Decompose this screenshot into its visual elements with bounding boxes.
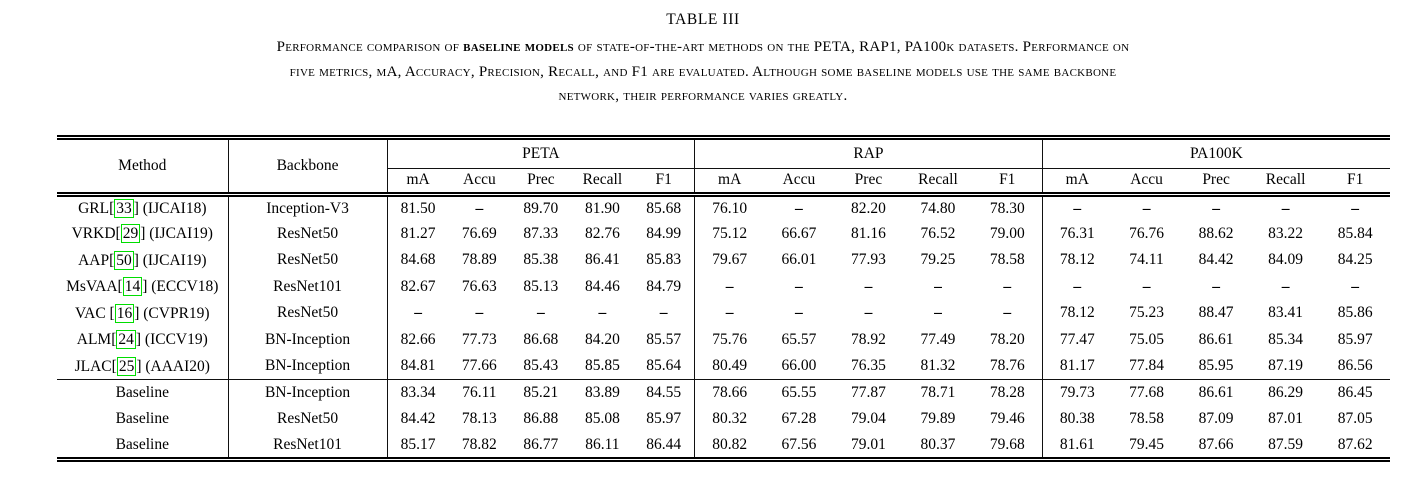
value-cell-rap: – (725, 304, 734, 322)
metric-header-peta-recall: Recall (572, 168, 634, 194)
value-cell-pa100k: 79.73 (1042, 380, 1112, 407)
method-cell: Baseline (57, 380, 228, 407)
metric-header-peta-accu: Accu (449, 168, 511, 194)
metric-header-peta-f1: F1 (633, 168, 695, 194)
caption-line1-pre: Performance comparison of (276, 39, 464, 55)
value-cell-pa100k: 85.34 (1268, 330, 1304, 348)
metric-header-rap-ma: mA (695, 168, 765, 194)
col-header-backbone: Backbone (228, 137, 387, 194)
table-row (57, 327, 1390, 354)
value-cell-pa100k: – (1212, 277, 1220, 295)
method-cell: JLAC[ 25 ] (AAAI20) (57, 353, 228, 380)
value-cell-pa100k: 87.19 (1268, 357, 1304, 374)
value-cell-peta: 76.69 (461, 224, 497, 242)
value-cell-rap: 67.28 (781, 410, 817, 428)
value-cell-peta: 86.41 (584, 251, 620, 269)
value-cell-rap: – (973, 274, 1043, 301)
value-cell-rap: 76.10 (712, 199, 748, 217)
metric-header-rap-accu: Accu (764, 168, 834, 194)
value-cell-pa100k: 81.61 (1059, 435, 1095, 453)
value-cell-peta: – (475, 304, 484, 322)
table-row (57, 433, 1390, 460)
value-cell-pa100k: – (1073, 199, 1082, 217)
caption-bold-phrase: baseline models (463, 39, 574, 55)
table-row (57, 300, 1390, 327)
value-cell-pa100k: 74.11 (1129, 251, 1164, 269)
value-cell-rap: – (934, 277, 942, 295)
citation-link[interactable]: 50 (116, 251, 132, 269)
table-row (57, 221, 1390, 248)
metric-header-pa100k-ma: mA (1042, 168, 1112, 194)
value-cell-pa100k: 87.66 (1198, 435, 1234, 453)
value-cell-peta: 82.76 (584, 224, 620, 242)
backbone-cell: Inception-V3 (228, 194, 387, 221)
value-cell-rap: 78.28 (973, 380, 1043, 407)
value-cell-peta: 85.38 (523, 251, 559, 269)
backbone-cell: ResNet101 (228, 274, 387, 301)
value-cell-rap: – (864, 304, 873, 322)
value-cell-rap: – (934, 304, 942, 322)
value-cell-pa100k: 85.97 (1337, 330, 1373, 348)
value-cell-pa100k: – (1281, 277, 1290, 295)
value-cell-peta: 84.46 (584, 277, 620, 295)
value-cell-rap: 81.32 (920, 357, 956, 374)
value-cell-peta: 87.33 (523, 224, 559, 242)
group-header-peta: PETA (387, 137, 695, 168)
value-cell-rap: 76.52 (920, 224, 956, 242)
value-cell-peta: – (475, 199, 484, 217)
citation-link[interactable]: 25 (118, 357, 135, 375)
value-cell-peta: 84.79 (633, 274, 695, 301)
value-cell-pa100k: 88.47 (1198, 304, 1234, 322)
backbone-cell: ResNet50 (228, 221, 387, 248)
value-cell-rap: 80.49 (712, 357, 748, 374)
value-cell-peta: 78.89 (461, 251, 497, 269)
value-cell-rap: 79.67 (712, 251, 748, 269)
value-cell-pa100k: 84.09 (1268, 251, 1304, 269)
value-cell-peta: 82.66 (400, 330, 436, 348)
value-cell-peta: 76.63 (461, 277, 497, 295)
table-row (57, 247, 1390, 274)
method-cell: AAP[ 50 ] (IJCAI19) (57, 247, 228, 274)
value-cell-peta: – (633, 300, 695, 327)
header-row-groups (57, 137, 1390, 168)
value-cell-pa100k: 87.59 (1268, 435, 1304, 453)
value-cell-pa100k: 83.22 (1268, 224, 1304, 242)
value-cell-pa100k: 86.45 (1320, 380, 1390, 407)
value-cell-peta: 82.67 (400, 277, 436, 295)
value-cell-pa100k: 76.31 (1059, 224, 1095, 242)
value-cell-rap: 74.80 (920, 199, 956, 217)
method-cell: VRKD[ 29 ] (IJCAI19) (57, 221, 228, 248)
value-cell-peta: 85.85 (584, 357, 620, 374)
metric-header-rap-prec: Prec (834, 168, 904, 194)
value-cell-peta: 84.81 (400, 357, 436, 374)
citation-link[interactable]: 33 (116, 200, 132, 217)
value-cell-pa100k: 87.62 (1337, 435, 1373, 453)
value-cell-rap: 66.00 (781, 357, 817, 374)
value-cell-rap: 77.93 (851, 251, 886, 269)
value-cell-rap: 81.16 (851, 224, 886, 242)
value-cell-rap: – (725, 277, 734, 295)
value-cell-pa100k: – (1142, 277, 1151, 295)
value-cell-peta: 85.83 (633, 247, 695, 274)
value-cell-rap: 79.01 (851, 435, 886, 453)
metric-header-rap-f1: F1 (973, 168, 1043, 194)
value-cell-peta: 81.50 (400, 199, 436, 217)
value-cell-rap: – (864, 277, 873, 295)
value-cell-pa100k: 80.38 (1059, 410, 1095, 428)
value-cell-rap: 66.01 (781, 251, 817, 269)
value-cell-pa100k: 84.25 (1337, 251, 1373, 269)
value-cell-peta: 86.77 (523, 435, 559, 453)
value-cell-peta: 86.44 (633, 433, 695, 460)
method-cell: GRL[ 33 ] (IJCAI18) (57, 194, 228, 221)
value-cell-peta: 86.68 (523, 330, 559, 348)
value-cell-rap: 77.87 (834, 380, 904, 407)
value-cell-peta: 76.11 (449, 380, 511, 407)
value-cell-peta: 78.13 (461, 410, 497, 428)
value-cell-rap: 78.66 (695, 380, 765, 407)
caption-line2: five metrics, mA, Accuracy, Precision, Recall, and F1 are evaluated. Although some baseline models use the same backbone (289, 63, 1117, 80)
value-cell-rap: 77.49 (920, 330, 956, 348)
backbone-cell: BN-Inception (228, 380, 387, 407)
table-row (57, 274, 1390, 301)
value-cell-rap: – (795, 199, 803, 217)
value-cell-pa100k: 86.61 (1198, 330, 1234, 348)
value-cell-peta: 85.57 (633, 327, 695, 354)
value-cell-pa100k: – (1351, 199, 1360, 217)
group-header-rap: RAP (695, 137, 1043, 168)
metric-header-pa100k-prec: Prec (1181, 168, 1251, 194)
value-cell-peta: 77.66 (461, 357, 497, 374)
value-cell-rap: 80.37 (920, 435, 956, 453)
value-cell-pa100k: 78.12 (1059, 304, 1095, 322)
value-cell-peta: 84.68 (400, 251, 436, 269)
backbone-cell: ResNet101 (228, 433, 387, 460)
value-cell-pa100k: 85.95 (1198, 357, 1234, 374)
value-cell-rap: 65.57 (781, 330, 817, 348)
value-cell-peta: 83.89 (572, 380, 634, 407)
value-cell-pa100k: 86.29 (1251, 380, 1321, 407)
value-cell-rap: 79.68 (973, 433, 1043, 460)
results-table (57, 135, 1390, 462)
value-cell-pa100k: – (1281, 199, 1290, 217)
value-cell-pa100k: 87.09 (1198, 410, 1234, 428)
backbone-cell: ResNet50 (228, 406, 387, 433)
value-cell-rap: – (973, 300, 1043, 327)
paper-table-page (0, 11, 1406, 462)
value-cell-rap: 78.92 (851, 330, 886, 348)
metric-header-pa100k-f1: F1 (1320, 168, 1390, 194)
value-cell-peta: 85.97 (633, 406, 695, 433)
table-row (57, 194, 1390, 221)
value-cell-peta: 85.17 (400, 435, 436, 453)
value-cell-peta: – (536, 304, 545, 322)
value-cell-peta: 84.99 (633, 221, 695, 248)
value-cell-peta: 83.34 (387, 380, 449, 407)
value-cell-peta: 77.73 (461, 330, 497, 348)
table-row (57, 353, 1390, 380)
caption-line1-post: of state-of-the-art methods on the PETA, RAP1, PA100k datasets. Performance on (573, 39, 1130, 55)
value-cell-peta: 85.68 (633, 194, 695, 221)
value-cell-pa100k: 85.84 (1337, 224, 1373, 242)
value-cell-peta: 85.08 (584, 410, 620, 428)
value-cell-pa100k: 87.05 (1337, 410, 1373, 428)
value-cell-pa100k: 77.47 (1059, 330, 1095, 348)
value-cell-peta: 89.70 (523, 199, 559, 217)
value-cell-rap: 65.55 (764, 380, 834, 407)
value-cell-rap: – (795, 277, 803, 295)
value-cell-rap: 75.12 (712, 224, 748, 242)
value-cell-rap: 80.32 (712, 410, 748, 428)
citation-link[interactable]: 24 (118, 331, 134, 349)
value-cell-rap: 78.58 (973, 247, 1043, 274)
table-caption (23, 35, 1383, 109)
citation-link[interactable]: 14 (124, 278, 141, 296)
value-cell-peta: 85.43 (523, 357, 559, 374)
value-cell-rap: 79.00 (973, 221, 1043, 248)
value-cell-pa100k: 86.61 (1181, 380, 1251, 407)
value-cell-pa100k: 78.12 (1059, 251, 1095, 269)
value-cell-pa100k: 75.05 (1129, 330, 1164, 348)
metric-header-rap-recall: Recall (903, 168, 973, 194)
value-cell-pa100k: 84.42 (1198, 251, 1234, 269)
value-cell-peta: – (414, 304, 422, 322)
value-cell-rap: 79.25 (920, 251, 956, 269)
metric-header-pa100k-accu: Accu (1112, 168, 1182, 194)
value-cell-peta: – (598, 304, 607, 322)
value-cell-pa100k: 85.86 (1337, 304, 1373, 322)
value-cell-rap: 76.35 (851, 357, 886, 374)
value-cell-peta: 78.82 (461, 435, 497, 453)
value-cell-peta: 85.64 (633, 353, 695, 380)
value-cell-peta: 84.20 (584, 330, 620, 348)
metric-header-pa100k-recall: Recall (1251, 168, 1321, 194)
value-cell-rap: 75.76 (712, 330, 748, 348)
value-cell-rap: 80.82 (712, 435, 748, 453)
col-header-method: Method (57, 137, 228, 194)
value-cell-pa100k: 86.56 (1337, 357, 1373, 374)
value-cell-rap: 82.20 (851, 199, 886, 217)
method-cell: VAC [ 16 ] (CVPR19) (57, 300, 228, 327)
value-cell-peta: 85.21 (510, 380, 572, 407)
backbone-cell: ResNet50 (228, 247, 387, 274)
value-cell-pa100k: 77.84 (1129, 357, 1164, 374)
value-cell-pa100k: 77.68 (1112, 380, 1182, 407)
value-cell-pa100k: – (1212, 199, 1220, 217)
backbone-cell: ResNet50 (228, 300, 387, 327)
value-cell-rap: 79.89 (920, 410, 956, 428)
value-cell-pa100k: 78.58 (1129, 410, 1164, 428)
value-cell-rap: 67.56 (781, 435, 817, 453)
table-row (57, 406, 1390, 433)
method-cell: MsVAA[ 14 ] (ECCV18) (57, 274, 228, 301)
value-cell-peta: 86.88 (523, 410, 559, 428)
value-cell-peta: 84.42 (400, 410, 436, 428)
value-cell-peta: 86.11 (585, 435, 620, 453)
method-cell: Baseline (57, 433, 228, 460)
citation-link[interactable]: 16 (116, 304, 133, 322)
backbone-cell: BN-Inception (228, 327, 387, 354)
metric-header-peta-ma: mA (387, 168, 449, 194)
value-cell-rap: 79.46 (973, 406, 1043, 433)
citation-link[interactable]: 29 (122, 225, 139, 243)
value-cell-pa100k: 81.17 (1059, 357, 1095, 374)
value-cell-rap: 79.04 (851, 410, 886, 428)
value-cell-peta: 81.27 (400, 224, 436, 242)
value-cell-rap: 78.30 (973, 194, 1043, 221)
table-title: TABLE III (666, 11, 740, 28)
value-cell-rap: 78.71 (903, 380, 973, 407)
value-cell-pa100k: – (1073, 277, 1082, 295)
method-cell: Baseline (57, 406, 228, 433)
value-cell-peta: 85.13 (523, 277, 559, 295)
value-cell-peta: 81.90 (584, 199, 620, 217)
caption-line3: network, their performance varies greatly. (558, 88, 848, 104)
backbone-cell: BN-Inception (228, 353, 387, 380)
value-cell-pa100k: 83.41 (1268, 304, 1304, 322)
group-header-pa100k: PA100K (1042, 137, 1390, 168)
value-cell-peta: 84.55 (633, 380, 695, 407)
value-cell-pa100k: 76.76 (1129, 224, 1164, 242)
value-cell-pa100k: 79.45 (1129, 435, 1164, 453)
metric-header-peta-prec: Prec (510, 168, 572, 194)
value-cell-rap: 78.20 (973, 327, 1043, 354)
value-cell-pa100k: 75.23 (1129, 304, 1164, 322)
value-cell-rap: – (795, 304, 803, 322)
value-cell-rap: 66.67 (781, 224, 817, 242)
value-cell-pa100k: – (1351, 277, 1360, 295)
value-cell-pa100k: 88.62 (1198, 224, 1234, 242)
value-cell-pa100k: 87.01 (1268, 410, 1304, 428)
method-cell: ALM[ 24 ] (ICCV19) (57, 327, 228, 354)
value-cell-pa100k: – (1142, 199, 1151, 217)
table-row (57, 380, 1390, 407)
value-cell-rap: 78.76 (973, 353, 1043, 380)
